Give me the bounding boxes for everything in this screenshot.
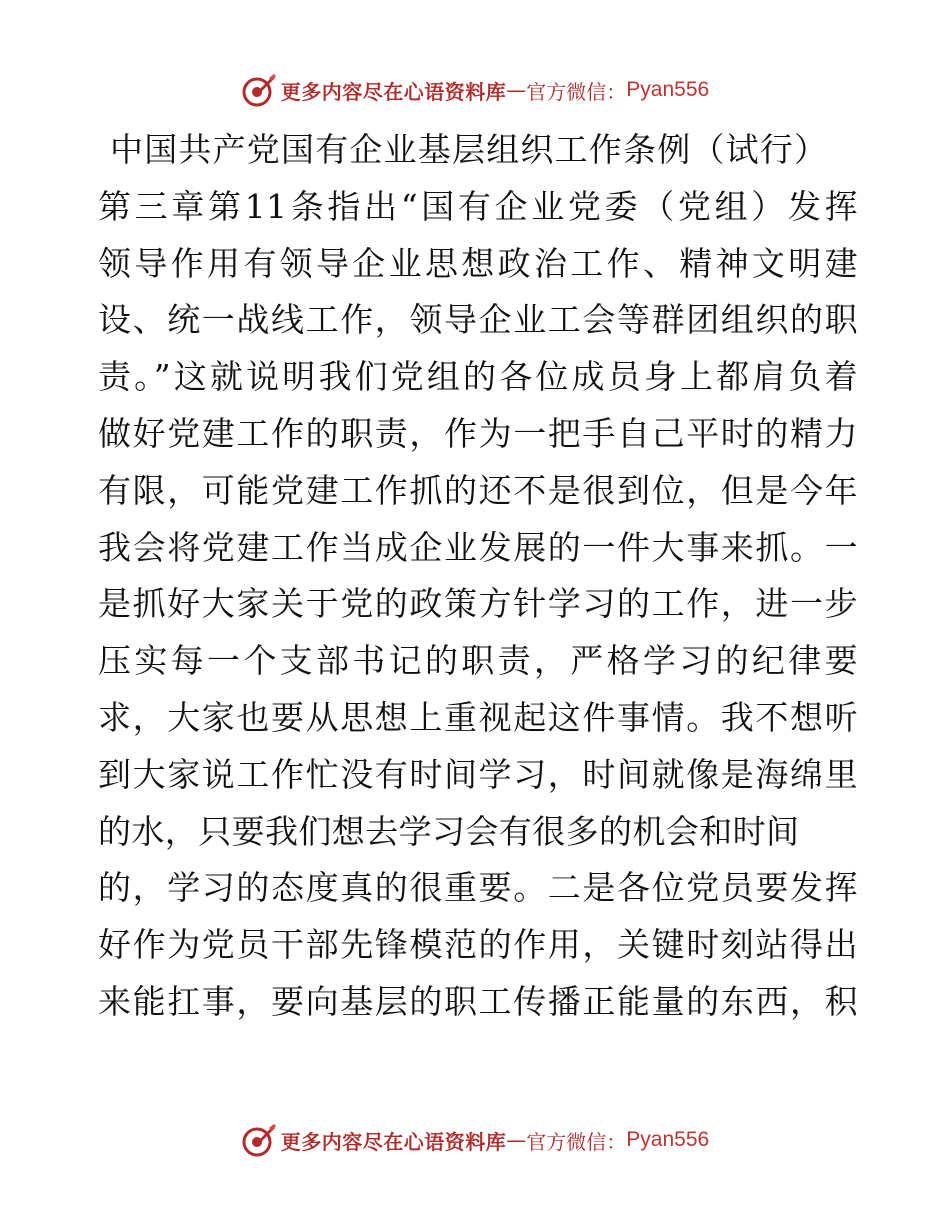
body-line: 有限，可能党建工作抓的还不是很到位，但是今年 [98, 470, 858, 510]
banner-wechat-id: Pyan556 [626, 78, 710, 101]
body-line: 我会将党建工作当成企业发展的一件大事来抓。一 [98, 527, 858, 567]
header-watermark-banner [0, 70, 950, 110]
quill-logo-icon [241, 72, 277, 108]
footer-watermark-banner [0, 1120, 950, 1160]
document-body [98, 122, 858, 1031]
banner-site-text: 更多内容尽在心语资料库 [280, 79, 507, 104]
banner-site-text: 更多内容尽在心语资料库 [280, 1129, 507, 1154]
banner-wechat-id: Pyan556 [626, 1128, 710, 1151]
quill-logo-icon [241, 1122, 277, 1158]
body-line: 压实每一个支部书记的职责，严格学习的纪律要 [98, 641, 858, 681]
banner-separator: — [506, 78, 527, 102]
body-line: 是抓好大家关于党的政策方针学习的工作，进一步 [98, 584, 858, 624]
body-line: 领导作用有领导企业思想政治工作、精神文明建 [98, 243, 858, 283]
body-line: 求，大家也要从思想上重视起这件事情。我不想听 [98, 697, 858, 737]
body-line: 好作为党员干部先锋模范的作用，关键时刻站得出 [98, 925, 858, 965]
body-line: 中国共产党国有企业基层组织工作条例（试行） [110, 130, 829, 169]
banner-separator: — [506, 1128, 527, 1152]
body-line: 做好党建工作的职责，作为一把手自己平时的精力 [98, 413, 858, 453]
body-line: 设、统一战线工作，领导企业工会等群团组织的职 [98, 300, 858, 340]
body-line: 第三章第11条指出“国有企业党委（党组）发挥 [98, 186, 858, 226]
banner-wechat-label: 官方微信： [526, 1129, 627, 1154]
banner-wechat-label: 官方微信： [526, 79, 627, 104]
body-line: 来能扛事，要向基层的职工传播正能量的东西，积 [98, 981, 858, 1021]
body-line: 的，学习的态度真的很重要。二是各位党员要发挥 [98, 868, 858, 908]
body-line: 的水，只要我们想去学习会有很多的机会和时间 [98, 811, 800, 851]
body-line: 责。”这就说明我们党组的各位成员身上都肩负着 [98, 357, 858, 397]
body-line: 到大家说工作忙没有时间学习，时间就像是海绵里 [98, 754, 858, 794]
